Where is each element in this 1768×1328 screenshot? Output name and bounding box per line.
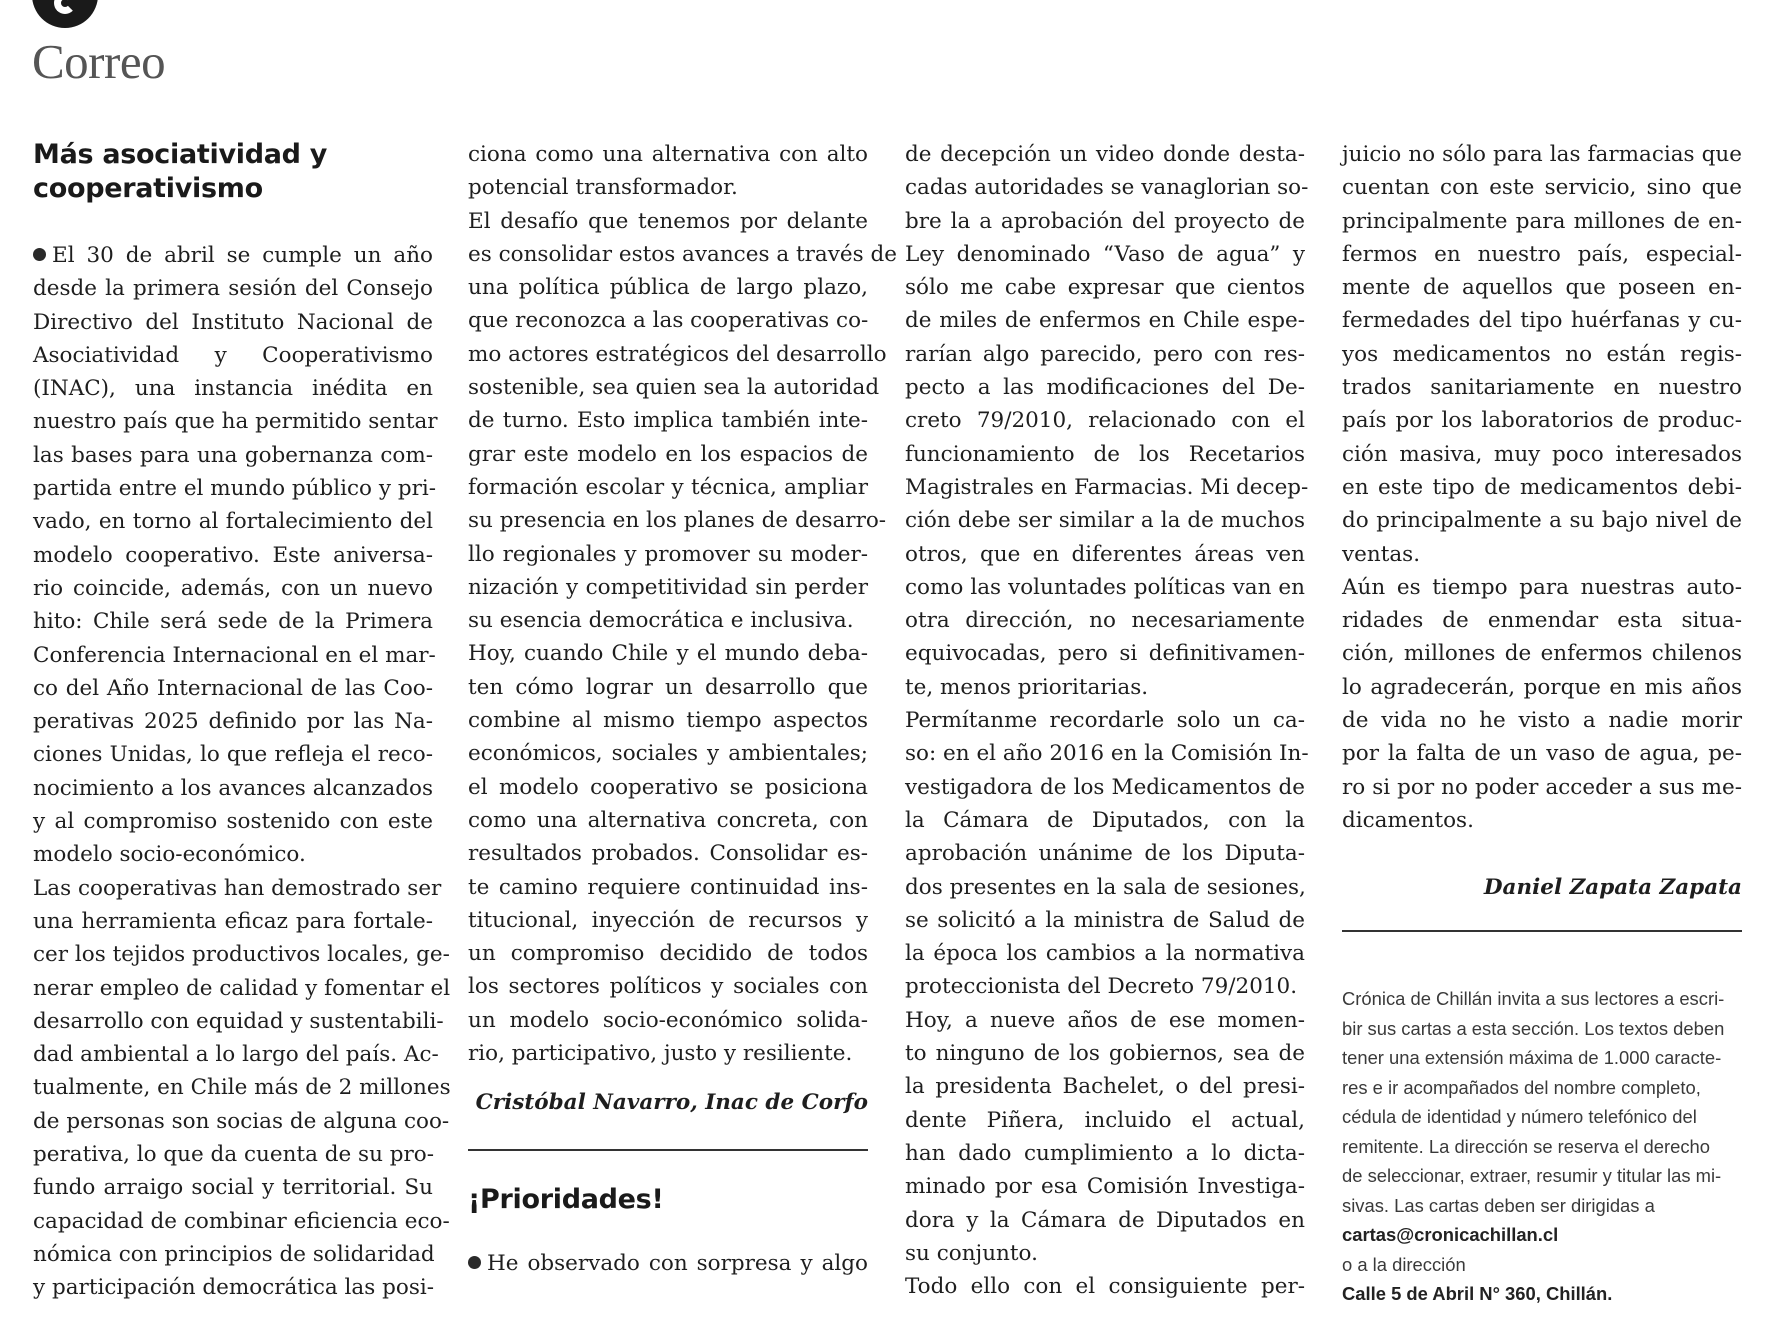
text-line: desde la primera sesión del Consejo: [33, 276, 433, 302]
letter-2-body-part-1: [468, 1247, 868, 1280]
text-line: lo agradecerán, porque en mis años: [1342, 674, 1742, 700]
text-line: (INAC), una instancia inédita en: [33, 376, 433, 402]
text-line: ciones Unidas, lo que refleja el reco-: [33, 742, 433, 768]
text-line: las bases para una gobernanza com-: [33, 442, 433, 468]
text-line: Todo ello con el consiguiente per-: [905, 1274, 1305, 1300]
text-line: rio, participativo, justo y resiliente.: [468, 1041, 853, 1067]
letter-1-headline-line: cooperativismo: [33, 173, 263, 204]
text-line: llo regionales y promover su moder-: [468, 541, 868, 567]
text-line: El 30 de abril se cumple un año: [33, 239, 433, 272]
column-3: [905, 138, 1309, 1303]
text-line: yos medicamentos no están regis-: [1342, 341, 1742, 367]
text-line: combine al mismo tiempo aspectos: [468, 708, 868, 734]
text-line: de decepción un video donde desta-: [905, 142, 1305, 167]
note-line: remitente. La dirección se reserva el derecho: [1342, 1135, 1711, 1157]
text-line: dora y la Cámara de Diputados en: [905, 1207, 1305, 1233]
text-line: han dado cumplimiento a lo dicta-: [905, 1140, 1305, 1166]
text-line: mo actores estratégicos del desarrollo: [468, 341, 887, 367]
text-line: ción debe ser similar a la de muchos: [905, 508, 1305, 534]
text-line: país por los laboratorios de produc-: [1342, 408, 1742, 434]
text-line: bre la a aprobación del proyecto de: [905, 208, 1305, 234]
text-line: proteccionista del Decreto 79/2010.: [905, 974, 1298, 1000]
divider: [1342, 930, 1742, 932]
text-line: modelo socio-económico.: [33, 842, 306, 868]
note-line: sivas. Las cartas deben ser dirigidas a: [1342, 1194, 1655, 1216]
submission-note: [1342, 984, 1742, 1309]
note-line: Crónica de Chillán invita a sus lectores a escri-: [1342, 988, 1725, 1010]
text-line: fundo arraigo social y territorial. Su: [33, 1175, 433, 1201]
text-line: te camino requiere continuidad ins-: [468, 874, 868, 900]
text-line: perativa, lo que da cuenta de su pro-: [33, 1142, 435, 1168]
text-line: los sectores políticos y sociales con: [468, 974, 868, 1000]
letter-2-signature: Daniel Zapata Zapata: [1483, 875, 1742, 901]
text-line: la presidenta Bachelet, o del presi-: [905, 1074, 1305, 1100]
text-line: como las voluntades políticas van en: [905, 574, 1305, 600]
text-line: ro si por no poder acceder a sus me-: [1342, 774, 1742, 800]
letter-1-headline: [33, 138, 433, 206]
text-line: creto 79/2010, relacionado con el: [905, 408, 1305, 434]
text-line: Ley denominado “Vaso de agua” y: [905, 241, 1305, 267]
text-line: una herramienta eficaz para fortale-: [33, 908, 433, 934]
text-line: ción, millones de enfermos chilenos: [1342, 641, 1742, 667]
postal-address: Calle 5 de Abril N° 360, Chillán.: [1342, 1283, 1613, 1305]
text-line: como una alternativa concreta, con: [468, 807, 868, 833]
text-line: Aún es tiempo para nuestras auto-: [1342, 574, 1742, 600]
text-line: cer los tejidos productivos locales, ge-: [33, 942, 450, 968]
text-line: ciona como una alternativa con alto: [468, 142, 868, 167]
text-line: He observado con sorpresa y algo: [468, 1247, 868, 1280]
text-line: juicio no sólo para las farmacias que: [1342, 142, 1742, 167]
section-title: Correo: [32, 34, 166, 89]
letter-1-signature: Cristóbal Navarro, Inac de Corfo: [475, 1090, 868, 1116]
text-line: rarían algo parecido, pero con res-: [905, 341, 1305, 367]
text-line: la Cámara de Diputados, con la: [905, 807, 1305, 833]
text-line: titucional, inyección de recursos y: [468, 907, 868, 933]
text-line: ridades de enmendar esta situa-: [1342, 608, 1742, 634]
text-line: formación escolar y técnica, ampliar: [468, 474, 868, 500]
text-line: rio coincide, además, con un nuevo: [33, 575, 433, 601]
note-line: de seleccionar, extraer, resumir y titular las mi-: [1342, 1165, 1722, 1187]
text-line: nuestro país que ha permitido sentar: [33, 409, 438, 435]
text-line: ción masiva, muy poco interesados: [1342, 441, 1742, 467]
text-line: co del Año Internacional de las Coo-: [33, 675, 433, 701]
note-line: o a la dirección: [1342, 1253, 1466, 1275]
text-line: so: en el año 2016 en la Comisión In-: [905, 741, 1309, 767]
text-line: vado, en torno al fortalecimiento del: [33, 509, 433, 535]
newspaper-logo-icon: [32, 0, 98, 28]
text-line: potencial transformador.: [468, 175, 738, 201]
letter-1-headline-line: Más asociatividad y: [33, 139, 328, 170]
text-line: te, menos prioritarias.: [905, 674, 1149, 700]
letter-1-body-part-2: [468, 138, 897, 1070]
text-line: nización y competitividad sin perder: [468, 574, 868, 600]
text-line: Permítanme recordarle solo un ca-: [905, 708, 1305, 734]
bullet-icon: [468, 1256, 481, 1269]
text-line: do principalmente a su bajo nivel de: [1342, 508, 1742, 534]
text-line: Directivo del Instituto Nacional de: [33, 309, 433, 335]
text-line: fermos en nuestro país, especial-: [1342, 241, 1742, 267]
text-line: ventas.: [1342, 541, 1421, 567]
text-line: nocimiento a los avances alcanzados: [33, 775, 433, 801]
letter-2-headline: ¡Prioridades!: [468, 1184, 664, 1216]
text-line: vestigadora de los Medicamentos de: [905, 774, 1305, 800]
bullet-icon: [33, 248, 46, 261]
text-line: de turno. Esto implica también inte-: [468, 408, 868, 434]
text-line: resultados probados. Consolidar es-: [468, 841, 868, 867]
text-line: que reconozca a las cooperativas co-: [468, 308, 869, 334]
text-line: se solicitó a la ministra de Salud de: [905, 907, 1305, 933]
text-line: equivocadas, pero si definitivamen-: [905, 641, 1305, 667]
text-line: Las cooperativas han demostrado ser: [33, 875, 442, 901]
text-line: cuentan con este servicio, sino que: [1342, 175, 1742, 201]
text-line: capacidad de combinar eficiencia eco-: [33, 1208, 450, 1234]
text-line: to ninguno de los gobiernos, sea de: [905, 1041, 1305, 1067]
text-line: fermedades del tipo huérfanas y cu-: [1342, 308, 1742, 334]
text-line: en este tipo de medicamentos debi-: [1342, 474, 1742, 500]
text-line: hito: Chile será sede de la Primera: [33, 609, 433, 635]
text-line: principalmente para millones de en-: [1342, 208, 1742, 234]
text-line: sólo me cabe expresar que cientos: [905, 275, 1305, 301]
text-line: aprobación unánime de los Diputa-: [905, 841, 1305, 867]
text-line: de vida no he visto a nadie morir: [1342, 708, 1742, 734]
text-line: y al compromiso sostenido con este: [33, 809, 433, 835]
letter-1-body-part-1: [33, 239, 451, 1305]
letter-2-body-part-2: [905, 138, 1309, 1303]
text-line: grar este modelo en los espacios de: [468, 441, 868, 467]
text-line: sostenible, sea quien sea la autoridad: [468, 375, 880, 401]
text-line: tualmente, en Chile más de 2 millones: [33, 1075, 451, 1101]
text-line: pecto a las modificaciones del De-: [905, 375, 1305, 401]
text-line: dente Piñera, incluido el actual,: [905, 1107, 1305, 1133]
text-line: nómica con principios de solidaridad: [33, 1241, 435, 1267]
text-line: Hoy, a nueve años de ese momen-: [905, 1007, 1305, 1033]
text-line: otra dirección, no necesariamente: [905, 608, 1305, 634]
text-line: su conjunto.: [905, 1240, 1038, 1266]
contact-email-link[interactable]: cartas@cronicachillan.cl: [1342, 1224, 1559, 1246]
text-line: funcionamiento de los Recetarios: [905, 441, 1305, 467]
text-line: modelo cooperativo. Este aniversa-: [33, 542, 433, 568]
letter-2-body-part-3: [1342, 138, 1742, 837]
text-line: un modelo socio-económico solida-: [468, 1007, 868, 1033]
text-line: es consolidar estos avances a través de: [468, 241, 897, 267]
text-line: una política pública de largo plazo,: [468, 275, 868, 301]
column-1: [33, 138, 451, 1305]
column-2: [468, 138, 897, 1281]
note-line: cédula de identidad y número telefónico del: [1342, 1106, 1697, 1128]
text-line: Asociatividad y Cooperativismo: [33, 342, 433, 368]
text-line: su esencia democrática e inclusiva.: [468, 608, 854, 634]
column-4: [1342, 138, 1742, 1309]
text-line: nerar empleo de calidad y fomentar el: [33, 975, 451, 1001]
note-line: bir sus cartas a esta sección. Los textos deben: [1342, 1017, 1725, 1039]
note-line: tener una extensión máxima de 1.000 caracte-: [1342, 1047, 1722, 1069]
text-line: dos presentes en la sala de sesiones,: [905, 874, 1306, 900]
text-line: El desafío que tenemos por delante: [468, 208, 868, 234]
text-line: Conferencia Internacional en el mar-: [33, 642, 436, 668]
text-line: económicos, sociales y ambientales;: [468, 741, 868, 767]
note-line: res e ir acompañados del nombre completo,: [1342, 1076, 1701, 1098]
text-line: minado por esa Comisión Investiga-: [905, 1174, 1305, 1200]
text-line: ten cómo lograr un desarrollo que: [468, 674, 868, 700]
text-line: dicamentos.: [1342, 807, 1474, 833]
text-line: cadas autoridades se vanaglorian so-: [905, 175, 1309, 201]
text-line: un compromiso decidido de todos: [468, 941, 868, 967]
text-line: perativas 2025 definido por las Na-: [33, 709, 433, 735]
text-line: y participación democrática las posi-: [33, 1275, 435, 1301]
text-line: de personas son socias de alguna coo-: [33, 1108, 450, 1134]
text-line: de miles de enfermos en Chile espe-: [905, 308, 1305, 334]
text-line: Hoy, cuando Chile y el mundo deba-: [468, 641, 868, 667]
text-line: dad ambiental a lo largo del país. Ac-: [33, 1042, 439, 1068]
text-line: su presencia en los planes de desarro-: [468, 508, 887, 534]
text-line: mente de aquellos que poseen en-: [1342, 275, 1742, 301]
text-line: partida entre el mundo público y pri-: [33, 476, 436, 502]
text-line: Magistrales en Farmacias. Mi decep-: [905, 474, 1309, 500]
text-line: el modelo cooperativo se posiciona: [468, 774, 868, 800]
text-line: por la falta de un vaso de agua, pe-: [1342, 741, 1742, 767]
text-line: desarrollo con equidad y sustentabili-: [33, 1008, 444, 1034]
text-line: trados sanitariamente en nuestro: [1342, 375, 1742, 401]
text-line: la época los cambios a la normativa: [905, 941, 1305, 967]
text-line: otros, que en diferentes áreas ven: [905, 541, 1305, 567]
divider: [468, 1149, 868, 1151]
